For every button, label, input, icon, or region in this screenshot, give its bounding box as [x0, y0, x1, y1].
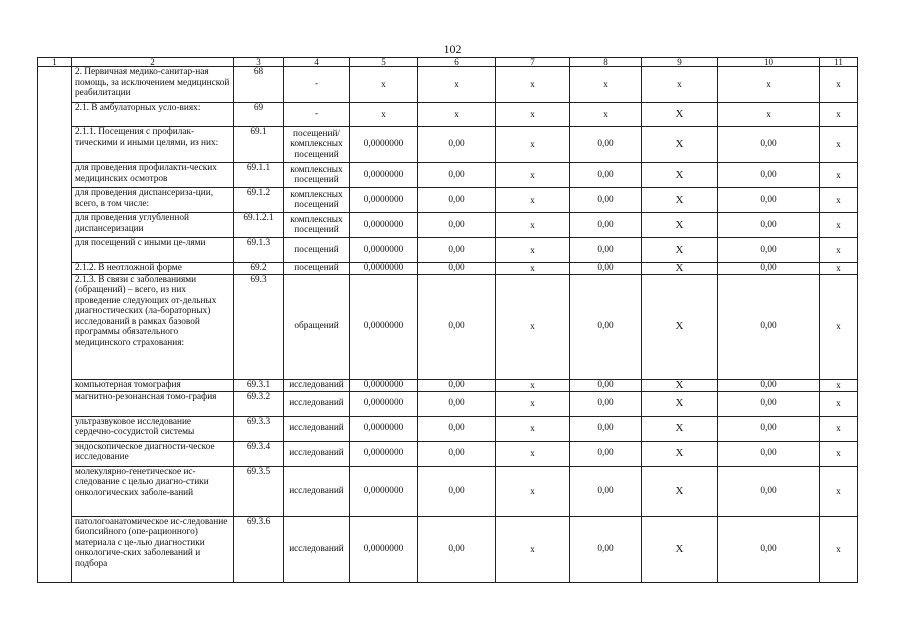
- value-cell-v10: 0,00: [718, 516, 820, 582]
- value-cell-v7: x: [496, 238, 570, 263]
- table-row: [38, 441, 858, 466]
- value-cell-v8: 0,00: [570, 391, 642, 416]
- column-header: 10: [718, 58, 820, 67]
- value-cell-v5: 0,0000000: [350, 274, 418, 379]
- table-row: [38, 516, 858, 582]
- row-name-cell: для проведения профилакти-ческих медицинских осмотров: [72, 163, 234, 188]
- table-row: [38, 103, 858, 127]
- unit-cell: посещений/ комплексных посещений: [284, 127, 350, 163]
- unit-cell: исследований: [284, 441, 350, 466]
- value-cell-v7: x: [496, 263, 570, 275]
- value-cell-v10: 0,00: [718, 391, 820, 416]
- value-cell-v7: x: [496, 379, 570, 391]
- row-name-cell: молекулярно-генетическое ис-следование с целью диагно-стики онкологических заболе-ваний: [72, 466, 234, 516]
- value-cell-v8: 0,00: [570, 263, 642, 275]
- column-header: 7: [496, 58, 570, 67]
- value-cell-v8: 0,00: [570, 238, 642, 263]
- value-cell-v6: 0,00: [418, 379, 496, 391]
- column-header: 1: [38, 58, 72, 67]
- data-table: [37, 57, 858, 583]
- value-cell-v6: 0,00: [418, 516, 496, 582]
- value-cell-v9: X: [642, 441, 718, 466]
- value-cell-v6: 0,00: [418, 391, 496, 416]
- value-cell-v10: 0,00: [718, 188, 820, 213]
- value-cell-v11: x: [820, 379, 858, 391]
- column-header: 11: [820, 58, 858, 67]
- value-cell-v6: x: [418, 103, 496, 127]
- row-code-cell: 69.3.3: [234, 416, 284, 441]
- column-header: 8: [570, 58, 642, 67]
- value-cell-v6: 0,00: [418, 163, 496, 188]
- column-1-cell: [38, 67, 72, 583]
- column-header: 6: [418, 58, 496, 67]
- value-cell-v10: 0,00: [718, 379, 820, 391]
- value-cell-v11: x: [820, 391, 858, 416]
- value-cell-v9: X: [642, 263, 718, 275]
- value-cell-v10: 0,00: [718, 274, 820, 379]
- value-cell-v9: X: [642, 391, 718, 416]
- row-code-cell: 69.2: [234, 263, 284, 275]
- value-cell-v5: 0,0000000: [350, 188, 418, 213]
- value-cell-v5: 0,0000000: [350, 238, 418, 263]
- value-cell-v9: X: [642, 466, 718, 516]
- table-row: [38, 391, 858, 416]
- row-name-cell: 2.1.3. В связи с заболеваниями (обращений) – всего, из них проведение следующих от-дельных диагностических (ла-бораторных) исследований в рамках базовой программы обязательного медицинского страхования:: [72, 274, 234, 379]
- row-code-cell: 69.1: [234, 127, 284, 163]
- value-cell-v10: 0,00: [718, 441, 820, 466]
- value-cell-v11: x: [820, 103, 858, 127]
- column-header: 9: [642, 58, 718, 67]
- value-cell-v6: 0,00: [418, 188, 496, 213]
- row-name-cell: 2.1.2. В неотложной форме: [72, 263, 234, 275]
- table-row: [38, 379, 858, 391]
- value-cell-v11: x: [820, 67, 858, 103]
- value-cell-v10: 0,00: [718, 127, 820, 163]
- value-cell-v5: 0,0000000: [350, 416, 418, 441]
- value-cell-v8: 0,00: [570, 274, 642, 379]
- value-cell-v10: 0,00: [718, 163, 820, 188]
- column-header: 4: [284, 58, 350, 67]
- value-cell-v7: x: [496, 103, 570, 127]
- value-cell-v10: x: [718, 103, 820, 127]
- unit-cell: комплексных посещений: [284, 163, 350, 188]
- unit-cell: -: [284, 103, 350, 127]
- value-cell-v10: 0,00: [718, 416, 820, 441]
- value-cell-v5: 0,0000000: [350, 263, 418, 275]
- row-name-cell: для посещений с иными це-лями: [72, 238, 234, 263]
- table-row: [38, 127, 858, 163]
- value-cell-v9: X: [642, 516, 718, 582]
- row-code-cell: 69.1.1: [234, 163, 284, 188]
- value-cell-v8: 0,00: [570, 516, 642, 582]
- value-cell-v9: X: [642, 379, 718, 391]
- table-row: [38, 263, 858, 275]
- column-number-row: [38, 58, 858, 67]
- unit-cell: исследований: [284, 516, 350, 582]
- value-cell-v9: X: [642, 127, 718, 163]
- value-cell-v8: 0,00: [570, 379, 642, 391]
- value-cell-v6: 0,00: [418, 127, 496, 163]
- value-cell-v10: 0,00: [718, 466, 820, 516]
- value-cell-v5: 0,0000000: [350, 466, 418, 516]
- value-cell-v8: 0,00: [570, 213, 642, 238]
- row-code-cell: 69: [234, 103, 284, 127]
- value-cell-v11: x: [820, 416, 858, 441]
- value-cell-v5: 0,0000000: [350, 379, 418, 391]
- value-cell-v5: 0,0000000: [350, 163, 418, 188]
- row-code-cell: 69.1.2: [234, 188, 284, 213]
- value-cell-v11: x: [820, 263, 858, 275]
- value-cell-v10: 0,00: [718, 263, 820, 275]
- table-row: [38, 274, 858, 379]
- table-row: [38, 416, 858, 441]
- value-cell-v5: x: [350, 103, 418, 127]
- value-cell-v11: x: [820, 213, 858, 238]
- value-cell-v9: X: [642, 188, 718, 213]
- row-name-cell: компьютерная томография: [72, 379, 234, 391]
- row-name-cell: эндоскопическое диагности-ческое исследование: [72, 441, 234, 466]
- value-cell-v5: x: [350, 67, 418, 103]
- value-cell-v11: x: [820, 441, 858, 466]
- unit-cell: -: [284, 67, 350, 103]
- row-code-cell: 69.3.6: [234, 516, 284, 582]
- value-cell-v11: x: [820, 466, 858, 516]
- value-cell-v8: 0,00: [570, 416, 642, 441]
- value-cell-v11: x: [820, 274, 858, 379]
- table-row: [38, 67, 858, 103]
- value-cell-v7: x: [496, 416, 570, 441]
- value-cell-v8: 0,00: [570, 188, 642, 213]
- row-name-cell: для проведения диспансериза-ции, всего, в том числе:: [72, 188, 234, 213]
- value-cell-v8: 0,00: [570, 466, 642, 516]
- value-cell-v5: 0,0000000: [350, 441, 418, 466]
- value-cell-v10: 0,00: [718, 238, 820, 263]
- unit-cell: исследований: [284, 391, 350, 416]
- table-row: [38, 238, 858, 263]
- value-cell-v11: x: [820, 188, 858, 213]
- value-cell-v10: 0,00: [718, 213, 820, 238]
- value-cell-v11: x: [820, 163, 858, 188]
- unit-cell: комплексных посещений: [284, 188, 350, 213]
- value-cell-v9: X: [642, 213, 718, 238]
- row-code-cell: 69.1.2.1: [234, 213, 284, 238]
- row-name-cell: 2.1. В амбулаторных усло-виях:: [72, 103, 234, 127]
- value-cell-v11: x: [820, 127, 858, 163]
- value-cell-v6: 0,00: [418, 263, 496, 275]
- value-cell-v8: 0,00: [570, 163, 642, 188]
- value-cell-v6: 0,00: [418, 416, 496, 441]
- value-cell-v9: x: [642, 67, 718, 103]
- value-cell-v7: x: [496, 127, 570, 163]
- value-cell-v9: X: [642, 238, 718, 263]
- value-cell-v11: x: [820, 516, 858, 582]
- row-code-cell: 69.3.4: [234, 441, 284, 466]
- row-name-cell: ультразвуковое исследование сердечно-сосудистой системы: [72, 416, 234, 441]
- row-name-cell: патологоанатомическое ис-следование биопсийного (опе-рационного) материала с це-лью диагностики онкологиче-ских заболеваний и подбора: [72, 516, 234, 582]
- row-code-cell: 68: [234, 67, 284, 103]
- value-cell-v7: x: [496, 466, 570, 516]
- table-row: [38, 163, 858, 188]
- table-row: [38, 188, 858, 213]
- value-cell-v7: x: [496, 163, 570, 188]
- value-cell-v9: X: [642, 416, 718, 441]
- value-cell-v7: x: [496, 391, 570, 416]
- column-header: 2: [72, 58, 234, 67]
- unit-cell: обращений: [284, 274, 350, 379]
- value-cell-v7: x: [496, 516, 570, 582]
- value-cell-v8: 0,00: [570, 127, 642, 163]
- row-code-cell: 69.3.5: [234, 466, 284, 516]
- value-cell-v7: x: [496, 274, 570, 379]
- row-code-cell: 69.3: [234, 274, 284, 379]
- table-row: [38, 466, 858, 516]
- unit-cell: исследований: [284, 379, 350, 391]
- value-cell-v6: 0,00: [418, 466, 496, 516]
- value-cell-v8: x: [570, 67, 642, 103]
- value-cell-v8: 0,00: [570, 441, 642, 466]
- unit-cell: посещений: [284, 238, 350, 263]
- value-cell-v9: X: [642, 163, 718, 188]
- value-cell-v6: x: [418, 67, 496, 103]
- value-cell-v9: X: [642, 274, 718, 379]
- value-cell-v9: X: [642, 103, 718, 127]
- row-name-cell: 2. Первичная медико-санитар-ная помощь, за исключением медицинской реабилитации: [72, 67, 234, 103]
- row-code-cell: 69.3.1: [234, 379, 284, 391]
- value-cell-v6: 0,00: [418, 274, 496, 379]
- value-cell-v11: x: [820, 238, 858, 263]
- value-cell-v7: x: [496, 188, 570, 213]
- unit-cell: исследований: [284, 466, 350, 516]
- value-cell-v6: 0,00: [418, 441, 496, 466]
- value-cell-v7: x: [496, 67, 570, 103]
- page-number: 102: [443, 42, 462, 56]
- row-name-cell: магнитно-резонансная томо-графия: [72, 391, 234, 416]
- unit-cell: исследований: [284, 416, 350, 441]
- table-row: [38, 213, 858, 238]
- value-cell-v6: 0,00: [418, 213, 496, 238]
- value-cell-v5: 0,0000000: [350, 516, 418, 582]
- value-cell-v7: x: [496, 441, 570, 466]
- unit-cell: посещений: [284, 263, 350, 275]
- value-cell-v8: x: [570, 103, 642, 127]
- value-cell-v7: x: [496, 213, 570, 238]
- row-name-cell: 2.1.1. Посещения с профилак-тическими и иными целями, из них:: [72, 127, 234, 163]
- value-cell-v10: x: [718, 67, 820, 103]
- row-code-cell: 69.1.3: [234, 238, 284, 263]
- column-header: 3: [234, 58, 284, 67]
- value-cell-v5: 0,0000000: [350, 391, 418, 416]
- value-cell-v5: 0,0000000: [350, 213, 418, 238]
- value-cell-v6: 0,00: [418, 238, 496, 263]
- column-header: 5: [350, 58, 418, 67]
- row-name-cell: для проведения углубленной диспансеризации: [72, 213, 234, 238]
- unit-cell: комплексных посещений: [284, 213, 350, 238]
- row-code-cell: 69.3.2: [234, 391, 284, 416]
- value-cell-v5: 0,0000000: [350, 127, 418, 163]
